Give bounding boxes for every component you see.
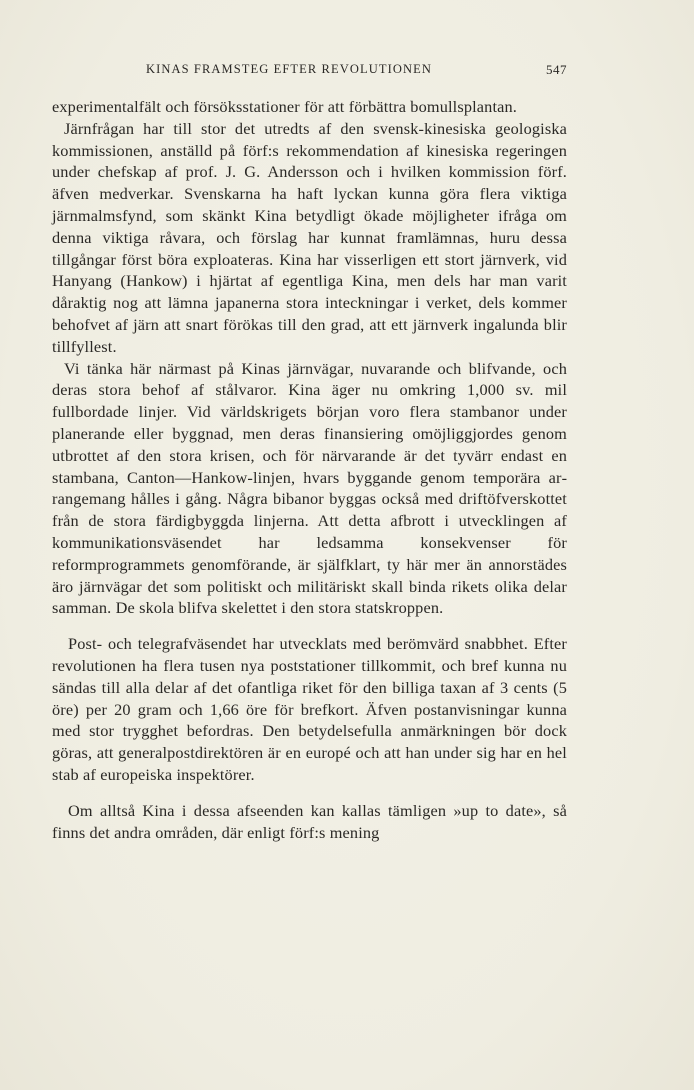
- paragraph-iron-question: Järnfrågan har till stor det utredts af den svensk-kinesiska geologiska kommissionen, anställd på förf:s rekommendation af kinesiska regeringen under chefskap af prof. J. G. Andersson och i hvilken kommission förf. äfven medverkar. Svenskarna ha haft lyckan kunna göra flera viktiga järnmalmsfynd, som skänkt Kina betydligt ökade möjligheter ifråga om denna viktiga råvara, och förslag har kunnat framlämnas, huru dessa tillgångar först böra exploateras. Kina har visserligen ett stort järnverk, vid Hanyang (Hankow) i hjärtat af egentliga Kina, men dels har man varit dåraktig nog att lämna japanerna stora inteckningar i verket, dels kommer behofvet af järn att snart förökas till den grad, att ett järnverk ingalunda blir tillfyllest.: [52, 118, 567, 356]
- page-header: [52, 62, 567, 84]
- paragraph-railways: Vi tänka här närmast på Kinas järnvägar, nuvarande och blifvande, och deras stora behof af stålvaror. Kina äger nu omkring 1,000 sv. mil fullbordade linjer. Vid världskrigets början voro flera stambanor under planerande eller byggnad, men deras finansiering omöjliggjordes genom utbrottet af den stora krisen, och för närvarande är det tyvärr endast en stambana, Canton—Hankow-linjen, hvars byggande genom temporära arrangemang hålles i gång. Några bibanor byggas också med driftöfverskottet från de stora färdigbyggda linjerna. Att detta afbrott i utvecklingen af kommunikationsväsendet har ledsamma konsekvenser för reformprogrammets genomförande, är själfklart, ty här mer än annorstädes äro järnvägar det som politiskt och militäriskt skall binda rikets olika delar samman. De skola blifva skelettet i den stora statskroppen.: [52, 358, 567, 618]
- paragraph-post-telegraph: Post- och telegrafväsendet har utvecklats med berömvärd snabbhet. Efter revolutionen ha flera tusen nya poststationer tillkommit, och bref kunna nu sändas till alla delar af det ofantliga riket för den billiga taxan af 3 cents (5 öre) per 20 gram och 1,66 öre för brefkort. Äfven postanvisningar kunna med stor trygghet befordras. Den betydelsefulla anmärkningen bör dock göras, att generalpostdirektören är en europé och att han under sig har en hel stab af europeiska inspektörer.: [52, 634, 567, 784]
- running-title: KINAS FRAMSTEG EFTER REVOLUTIONEN: [146, 62, 432, 76]
- paragraph-other-areas: Om alltså Kina i dessa afseenden kan kallas tämligen »up to date», så finns det andra områden, där enligt förf:s mening: [52, 800, 567, 842]
- body-text: [52, 96, 567, 843]
- paragraph-continuation: experimentalfält och försöksstationer för att förbättra bomullsplantan.: [52, 97, 518, 116]
- page-number: 547: [546, 62, 567, 77]
